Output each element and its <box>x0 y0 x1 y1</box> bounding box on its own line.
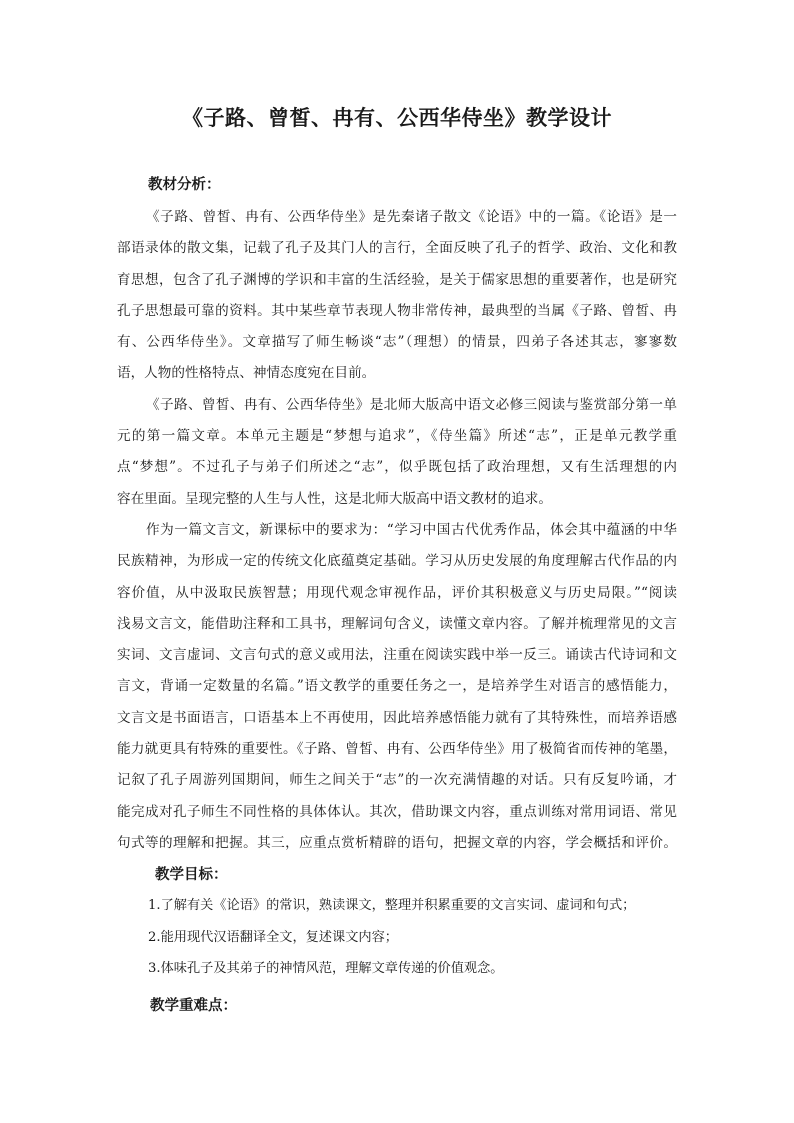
text-line: 作为一篇文言文，新课标中的要求为：“学习中国古代优秀作品，体会其中蕴涵的中华 <box>146 521 677 538</box>
analysis-paragraph-1 <box>117 202 677 390</box>
text-line: 语，人物的性格特点、神情态度宛在目前。 <box>117 365 376 382</box>
text-line: 能力就更具有特殊的重要性。《子路、曾皙、冉有、公西华侍坐》用了极简省而传神的笔墨， <box>117 741 677 758</box>
goals-list <box>117 890 677 984</box>
text-line: 《子路、曾皙、冉有、公西华侍坐》是先秦诸子散文《论语》中的一篇。《论语》是一 <box>146 209 677 225</box>
section-heading-goals: 教学目标： <box>155 866 228 884</box>
goal-item: 3.体味孔子及其弟子的神情风范，理解文章传递的价值观念。 <box>148 960 504 976</box>
text-line: 容在里面。呈现完整的人生与人性，这是北师大版高中语文教材的追求。 <box>117 490 552 507</box>
text-line: 部语录体的散文集，记载了孔子及其门人的言行，全面反映了孔子的哲学、政治、文化和教 <box>117 240 677 257</box>
goal-item: 2.能用现代汉语翻译全文，复述课文内容； <box>148 929 398 945</box>
text-line: 有、公西华侍坐》。文章描写了师生畅谈“志”（理想）的情景，四弟子各述其志，寥寥数 <box>117 334 677 351</box>
analysis-paragraph-3 <box>117 515 677 859</box>
analysis-paragraph-2 <box>117 390 677 515</box>
text-line: 文言文是书面语言，口语基本上不再使用，因此培养感悟能力就有了其特殊性，而培养语感 <box>117 709 677 726</box>
text-line: 育思想，包含了孔子渊博的学识和丰富的生活经验，是关于儒家思想的重要著作，也是研究 <box>117 271 677 288</box>
text-line: 民族精神，为形成一定的传统文化底蕴奠定基础。学习从历史发展的角度理解古代作品的内 <box>117 553 677 570</box>
text-line: 点“梦想”。不过孔子与弟子们所述之“志”，似乎既包括了政治理想，又有生活理想的内 <box>117 459 677 476</box>
text-line: 句式等的理解和把握。其三，应重点赏析精辟的语句，把握文章的内容，学会概括和评价。 <box>117 834 677 851</box>
section-heading-difficulty: 教学重难点： <box>150 997 237 1015</box>
document-body <box>117 168 677 1021</box>
text-line: 言文，背诵一定数量的名篇。”语文教学的重要任务之一，是培养学生对语言的感悟能力， <box>117 678 677 695</box>
text-line: 孔子思想最可靠的资料。其中某些章节表现人物非常传神，最典型的当属《子路、曾皙、冉 <box>117 302 677 319</box>
text-line: 容价值，从中汲取民族智慧；用现代观念审视作品，评价其积极意义与历史局限。”“阅读 <box>117 584 677 601</box>
text-line: 记叙了孔子周游列国期间，师生之间关于“志”的一次充满情趣的对话。只有反复吟诵，才 <box>117 772 677 789</box>
document-title: 《子路、曾皙、冉有、公西华侍坐》教学设计 <box>182 105 612 130</box>
text-line: 《子路、曾皙、冉有、公西华侍坐》是北师大版高中语文必修三阅读与鉴赏部分第一单 <box>146 396 677 413</box>
section-heading-analysis: 教材分析： <box>148 176 221 193</box>
text-line: 浅易文言文，能借助注释和工具书，理解词句含义，读懂文章内容。了解并梳理常见的文言 <box>117 615 677 632</box>
goal-item: 1.了解有关《论语》的常识，熟读课文，整理并积累重要的文言实词、虚词和句式； <box>148 898 636 914</box>
text-line: 元的第一篇文章。本单元主题是“梦想与追求”，《侍坐篇》所述“志”，正是单元教学重 <box>117 428 677 445</box>
text-line: 实词、文言虚词、文言句式的意义或用法，注重在阅读实践中举一反三。诵读古代诗词和文 <box>117 647 677 664</box>
text-line: 能完成对孔子师生不同性格的具体体认。其次，借助课文内容，重点训练对常用词语、常见 <box>117 803 677 820</box>
